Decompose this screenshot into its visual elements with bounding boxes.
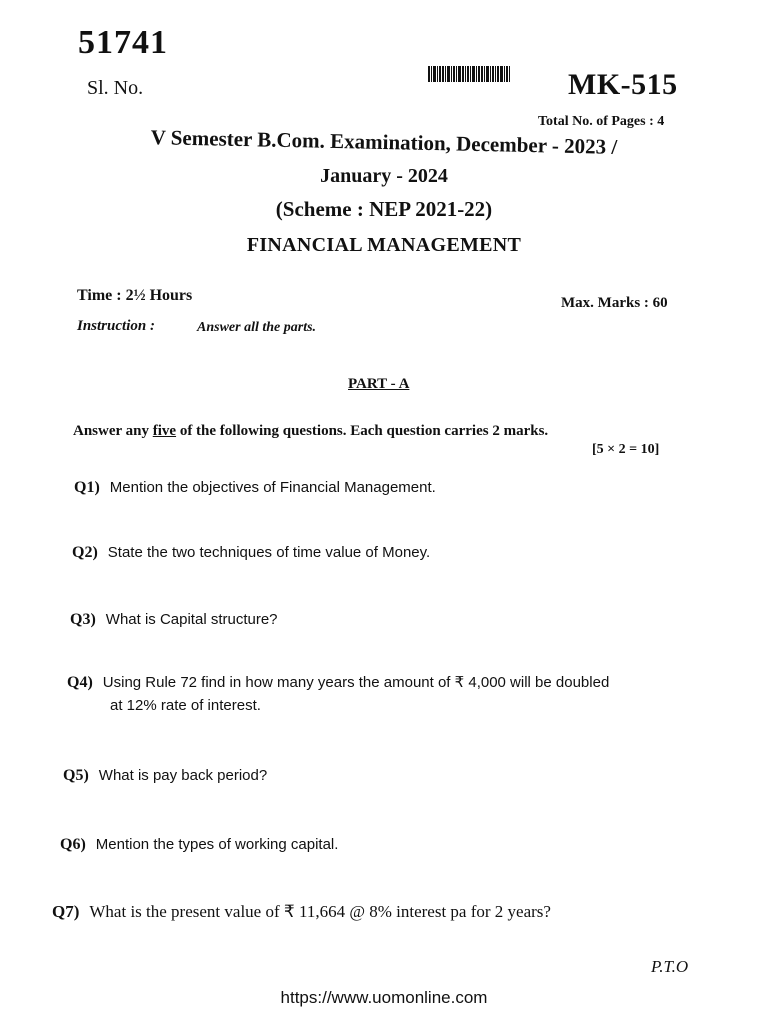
question-text: Mention the objectives of Financial Management. [109, 479, 436, 496]
question-text-continuation: at 12% rate of interest. [110, 697, 261, 714]
paper-code: MK-515 [568, 68, 678, 101]
question-text: What is pay back period? [98, 767, 268, 784]
question-item [52, 902, 551, 922]
section-instruction [73, 423, 548, 440]
exam-title-line2: January - 2024 [320, 165, 448, 187]
question-number: Q4) [67, 674, 93, 691]
question-text: What is Capital structure? [105, 611, 278, 628]
question-item [74, 477, 436, 497]
question-item [67, 672, 609, 692]
instruction-label: Instruction : [77, 318, 155, 334]
part-a-heading: PART - A [348, 376, 410, 392]
question-number: Q5) [63, 767, 89, 784]
question-number: Q2) [72, 544, 98, 561]
question-text: What is the present value of ₹ 11,664 @ 8% interest pa for 2 years? [89, 902, 551, 921]
question-item [70, 609, 278, 629]
instruction-text: Answer all the parts. [197, 320, 317, 335]
marks-scheme: [5 × 2 = 10] [592, 442, 660, 457]
exam-scheme: (Scheme : NEP 2021-22) [275, 197, 493, 221]
total-pages: Total No. of Pages : 4 [538, 114, 665, 129]
question-number: Q3) [70, 611, 96, 628]
question-item [63, 765, 267, 785]
exam-title-line1: V Semester B.Com. Examination, December - 2023 / [150, 125, 618, 159]
question-number: Q6) [60, 836, 86, 853]
exam-time: Time : 2½ Hours [77, 287, 193, 304]
question-item [72, 542, 430, 562]
question-text: State the two techniques of time value of Money. [107, 544, 431, 561]
pto-note: P.T.O [651, 957, 689, 976]
section-instruction-emphasis: five [152, 423, 177, 439]
question-text: Using Rule 72 find in how many years the amount of ₹ 4,000 will be doubled [102, 674, 610, 691]
section-instruction-pre: Answer any [73, 423, 153, 439]
footer-url: https://www.uomonline.com [280, 988, 488, 1007]
question-number: Q7) [52, 902, 80, 921]
max-marks: Max. Marks : 60 [561, 295, 668, 311]
exam-subject: FINANCIAL MANAGEMENT [246, 234, 522, 256]
question-text: Mention the types of working capital. [95, 836, 339, 853]
question-item [60, 834, 338, 854]
section-instruction-post: of the following questions. Each question carries 2 marks. [176, 423, 549, 439]
question-number: Q1) [74, 479, 100, 496]
serial-number: 51741 [78, 24, 168, 61]
barcode-image [428, 66, 522, 82]
serial-number-label: Sl. No. [87, 77, 144, 99]
